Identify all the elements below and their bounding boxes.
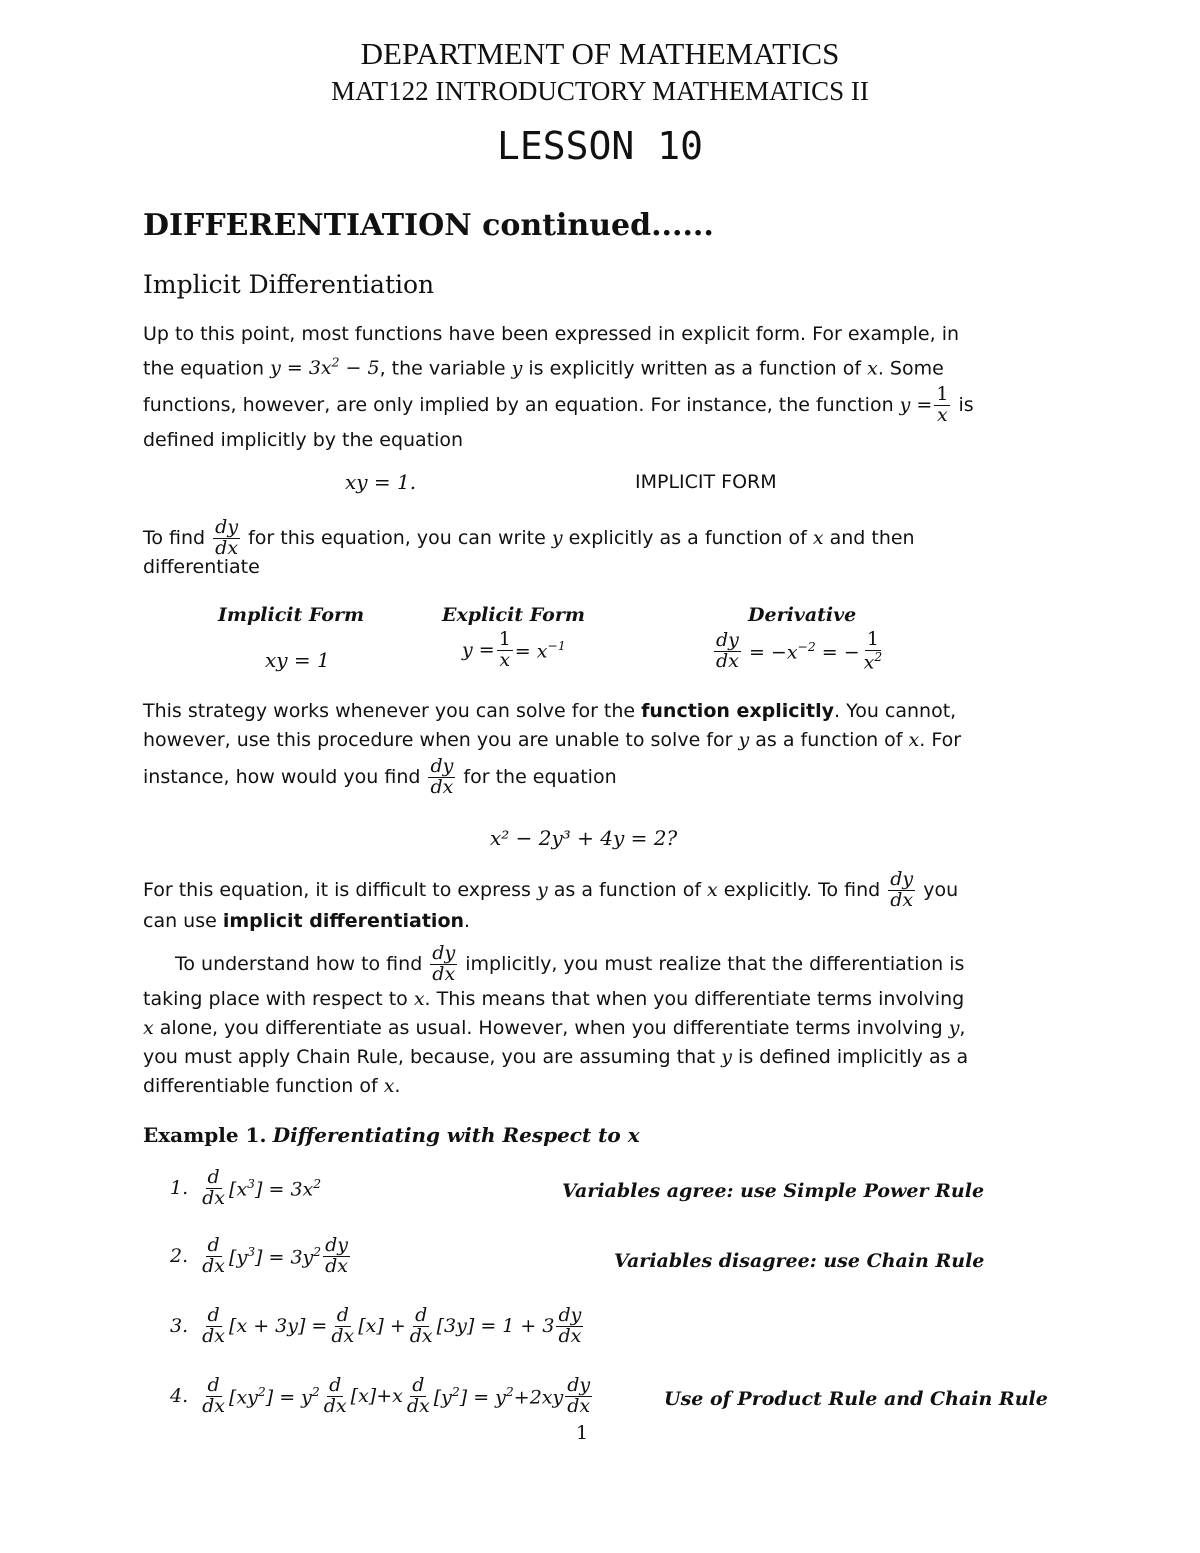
- example-note-4: Use of Product Rule and Chain Rule: [664, 1388, 1048, 1410]
- department-title: DEPARTMENT OF MATHEMATICS: [360, 36, 840, 71]
- table-explicit-value: y = $\frac{1}{x}$ = $x^{-1}$: [462, 628, 566, 671]
- table-header-explicit: Explicit Form: [442, 604, 585, 626]
- hard-equation: x² − 2y³ + 4y = 2?: [490, 826, 678, 850]
- strategy-paragraph: This strategy works whenever you can solve for the function explicitly. You cannot, however, use this procedure when you are unable to solve for y as a function of x. For instance, how would you find $\frac{dy}{dx}$ for the equation: [143, 700, 962, 798]
- example-item-2: 2. $\frac{d}{dx}$ $[y^3] = 3y^2$ $\frac{dy}{dx}$: [170, 1234, 349, 1277]
- course-title: MAT122 INTRODUCTORY MATHEMATICS II: [331, 76, 869, 106]
- intro-paragraph: [143, 320, 1033, 455]
- lesson-title: LESSON 10: [497, 124, 703, 168]
- understand-paragraph: To understand how to find $\frac{dy}{dx}$ implicitly, you must realize that the differentiation is taking place with respect to x. This means that when you differentiate terms involving x alone, you differentiate as usual. However, when you differentiate terms involving y, you must apply Chain Rule, because, you are assuming that y is defined implicitly as a differentiable function of x.: [143, 942, 969, 1097]
- difficult-paragraph: For this equation, it is difficult to express y as a function of x explicitly. To find $\frac{dy}{dx}$ you can use implicit differentiation.: [143, 868, 959, 932]
- example-heading: Example 1. Differentiating with Respect to x: [143, 1123, 640, 1147]
- example-item-3: 3. $\frac{d}{dx}$ [x + 3y] = $\frac{d}{dx}$ [x] + $\frac{d}{dx}$ [3y] = 1 + 3 $\frac{dy}{dx}$: [170, 1304, 582, 1347]
- math-inline: $y = 3x^2 - 5$: [270, 356, 380, 380]
- example-note-1: Variables agree: use Simple Power Rule: [562, 1180, 985, 1202]
- subsection-title: Implicit Differentiation: [143, 270, 435, 299]
- page-number: 1: [576, 1422, 589, 1444]
- table-header-implicit: Implicit Form: [218, 604, 365, 626]
- table-implicit-value: xy = 1: [265, 648, 330, 672]
- intro-line-3: functions, however, are only implied by an equation. For instance, the function y = $\frac{1}{x}$ is: [143, 383, 974, 427]
- intro-line-1: Up to this point, most functions have been expressed in explicit form. For example, in: [143, 323, 960, 345]
- find-derivative-paragraph: To find $\frac{dy}{dx}$ for this equation, you can write y explicitly as a function of x and then differentiate: [143, 516, 915, 578]
- example-item-1: 1. $\frac{d}{dx}$ $[x^3] = 3x^2$: [170, 1166, 322, 1209]
- example-note-2: Variables disagree: use Chain Rule: [614, 1250, 985, 1272]
- intro-line-4: defined implicitly by the equation: [143, 429, 464, 452]
- table-derivative-value: $\frac{dy}{dx}$ = $-x^{-2}$ = − $\frac{1}{x^2}$: [716, 628, 883, 674]
- intro-line-2: the equation $y = 3x^2 - 5$, the variable y is explicitly written as a function of x. Some: [143, 356, 944, 380]
- section-title: DIFFERENTIATION continued......: [143, 208, 714, 243]
- fraction: $\frac{1}{x}$: [936, 383, 949, 427]
- implicit-equation: xy = 1.: [345, 470, 417, 494]
- table-header-derivative: Derivative: [748, 604, 857, 626]
- example-item-4: 4. $\frac{d}{dx}$ $[xy^2] = y^2$ $\frac{d}{dx}$ [x]+x $\frac{d}{dx}$ $[y^2] = y^2+2xy$ $\frac{dy}{dx}$: [170, 1374, 591, 1417]
- implicit-form-label: IMPLICIT FORM: [635, 471, 777, 493]
